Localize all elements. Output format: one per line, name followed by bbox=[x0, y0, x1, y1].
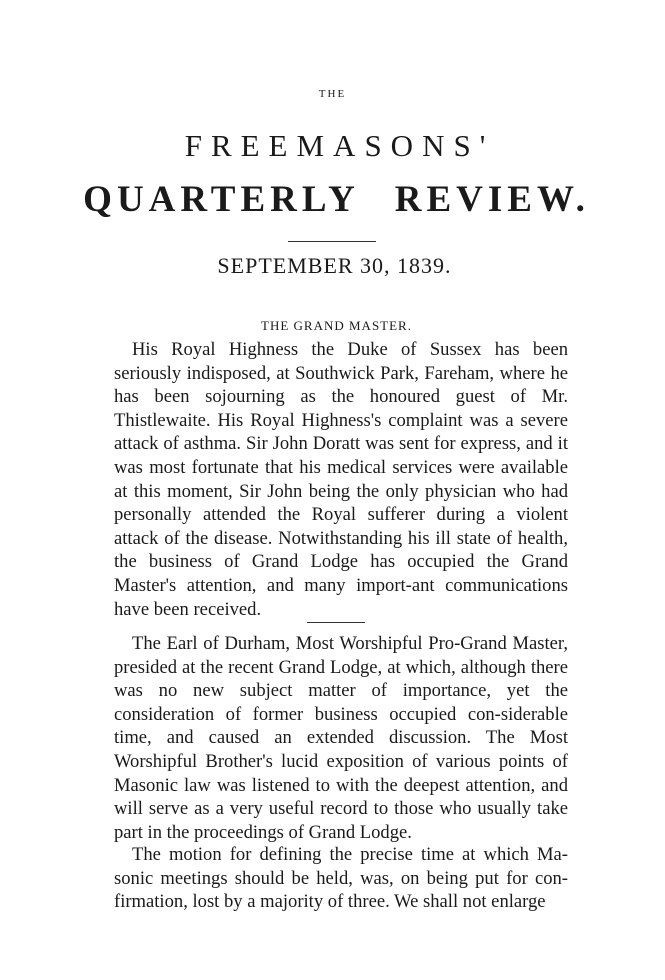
article-paragraph-3 bbox=[114, 843, 568, 914]
masthead-title-line1: FREEMASONS' bbox=[184, 128, 495, 163]
article-paragraph-1 bbox=[114, 338, 568, 621]
section-heading: THE GRAND MASTER. bbox=[261, 318, 412, 333]
title-divider bbox=[288, 241, 376, 242]
article-paragraph-2 bbox=[114, 632, 568, 844]
masthead-the: THE bbox=[318, 88, 347, 100]
issue-date: SEPTEMBER 30, 1839. bbox=[217, 253, 452, 278]
paragraph-divider bbox=[307, 622, 365, 623]
paragraph-text: The Earl of Durham, Most Worshipful Pro-Grand Master, presided at the recent Grand Lodge, at which, although there was no new subject matter of importance, yet the consideration of former business occupied con-siderable time, and caused an extended discussion. The Most Worshipful Brother's lucid exposition of various points of Masonic law was listened to with the deepest attention, and will serve as a very useful record to those who usually take part in the proceedings of Grand Lodge. bbox=[114, 633, 568, 843]
masthead-title-line2: QUARTERLY REVIEW. bbox=[83, 179, 590, 220]
paragraph-text: The motion for defining the precise time at which Ma-sonic meetings should be held, was, on being put for con-firmation, lost by a majority of three. We shall not enlarge bbox=[114, 844, 568, 913]
paragraph-text: His Royal Highness the Duke of Sussex has been seriously indisposed, at Southwick Park, Fareham, where he has been sojourning as the honoured guest of Mr. Thistlewaite. His Royal Highness's complaint was a severe attack of asthma. Sir John Doratt was sent for express, and it was most fortunate that his medical services were available at this moment, Sir John being the only physician who had personally attended the Royal sufferer during a violent attack of the disease. Notwithstanding his ill state of health, the business of Grand Lodge has occupied the Grand Master's attention, and many import-ant communications have been received. bbox=[114, 339, 568, 620]
